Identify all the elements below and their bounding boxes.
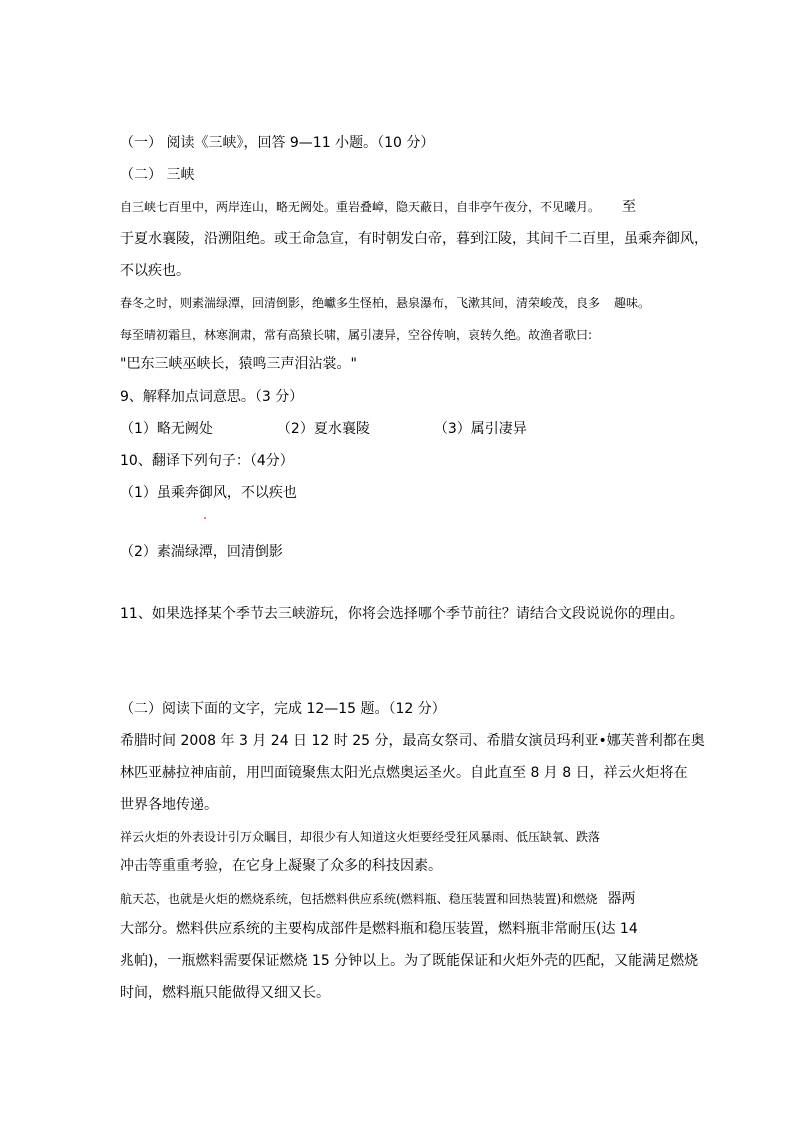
question-9-items (120, 420, 527, 438)
article-para2-line1: 祥云火炬的外表设计引万众瞩目，却很少有人知道这火炬要经受狂风暴雨、低压缺氧、跌落 (120, 830, 601, 844)
article-para2-line2: 冲击等重重考验，在它身上凝聚了众多的科技因素。 (120, 858, 442, 874)
question-10-item-2: （2）素湍绿潭，回清倒影 (120, 544, 283, 560)
article-para1-line3: 世界各地传递。 (120, 797, 218, 813)
article-para3-line4: 时间，燃料瓶只能做得又细又长。 (120, 985, 330, 1001)
article-para3-line1-tail: 器两 (607, 891, 636, 907)
article-para3-line1 (120, 890, 635, 908)
passage1-line2: 于夏水襄陵，沿溯阻绝。或王命急宣，有时朝发白帝，暮到江陵，其间千二百里，虽乘奔御风， (120, 231, 708, 247)
question-9-item-2: （2）夏水襄陵 (276, 421, 370, 437)
passage2-line1 (120, 294, 650, 312)
passage1-line3: 不以疾也。 (120, 263, 190, 279)
passage2-line3: "巴东三峡巫峡长，猿鸣三声泪沾裳。" (120, 356, 357, 372)
stray-mark (204, 517, 206, 519)
question-10-item-1: （1）虽乘奔御风，不以疾也 (120, 485, 297, 501)
article-para3-line2: 大部分。燃料供应系统的主要构成部件是燃料瓶和稳压装置，燃料瓶非常耐压(达 14 (120, 921, 638, 937)
question-10-prompt: 10、翻译下列句子：（4分） (120, 453, 294, 469)
question-11-prompt: 11、如果选择某个季节去三峡游玩，你将会选择哪个季节前往？请结合文段说说你的理由。 (120, 606, 684, 622)
article-para3-line3: 兆帕)，一瓶燃料需要保证燃烧 15 分钟以上。为了既能保证和火炬外壳的匹配，又能满足燃烧 (120, 953, 699, 969)
article-para1-line1: 希腊时间 2008 年 3 月 24 日 12 时 25 分，最高女祭司、希腊女演员玛利亚•娜芙普利都在奥 (120, 733, 705, 749)
question-9-item-3: （3）属引凄异 (433, 421, 527, 437)
passage2-line2: 每至晴初霜旦，林寒涧肃，常有高猿长啸，属引凄异，空谷传响，哀转久绝。故渔者歌曰: (120, 328, 593, 342)
passage-title: （二） 三峡 (120, 167, 195, 183)
passage1-line1 (120, 198, 636, 216)
passage1-line1-tail: 至 (622, 199, 637, 215)
passage2-line1-tail: 趣味。 (614, 296, 651, 310)
article-para1-line2: 林匹亚赫拉神庙前，用凹面镜聚焦太阳光点燃奥运圣火。自此直至 8 月 8 日，祥云火炬将在 (120, 765, 688, 781)
passage1-line1-text: 自三峡七百里中，两岸连山，略无阙处。重岩叠嶂，隐天蔽日，自非亭午夜分，不见曦月。 (120, 200, 601, 214)
passage2-line1-text: 春冬之时，则素湍绿潭，回清倒影，绝巘多生怪柏，悬泉瀑布，飞漱其间，清荣峻茂，良多 (120, 296, 601, 310)
section2-heading: （二）阅读下面的文字，完成 12—15 题。（12 分） (120, 701, 446, 717)
section1-heading: （一） 阅读《三峡》，回答 9—11 小题。（10 分） (120, 135, 435, 151)
article-para3-line1-text: 航天芯，也就是火炬的燃烧系统，包括燃料供应系统(燃料瓶、稳压装置和回热装置)和燃烧 (120, 892, 598, 906)
question-9-item-1: （1）略无阙处 (120, 421, 213, 437)
question-9-prompt: 9、解释加点词意思。（3 分） (120, 389, 304, 405)
